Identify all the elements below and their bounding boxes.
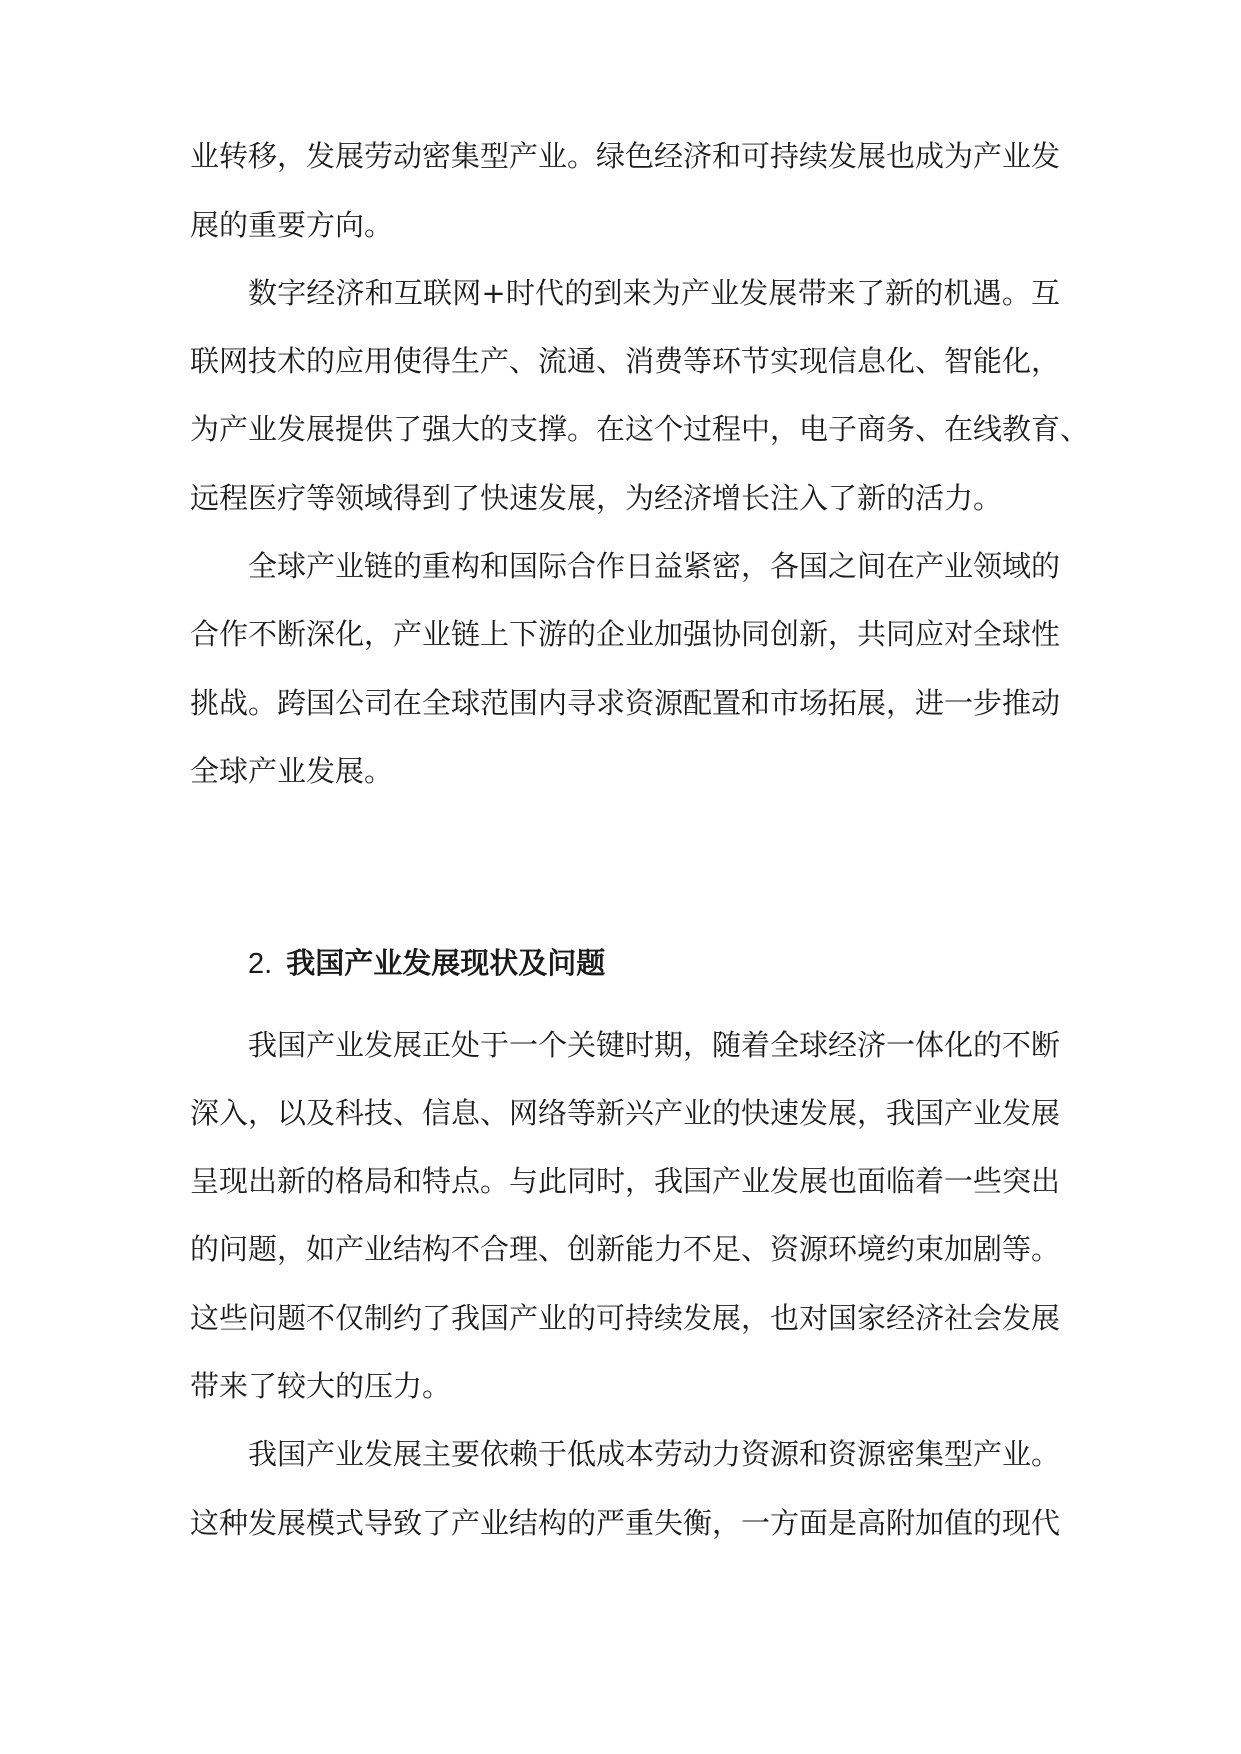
text-line: 为产业发展提供了强大的支撑。在这个过程中，电子商务、在线教育、 [190, 412, 1090, 446]
text-line: 呈现出新的格局和特点。与此同时，我国产业发展也面临着一些突出 [190, 1164, 1061, 1198]
text-line: 挑战。跨国公司在全球范围内寻求资源配置和市场拓展，进一步推动 [190, 686, 1061, 720]
text-line: 业转移，发展劳动密集型产业。绿色经济和可持续发展也成为产业发 [190, 139, 1061, 173]
text-line: 全球产业发展。 [190, 754, 394, 788]
section-title: 我国产业发展现状及问题 [286, 946, 606, 980]
text-line: 全球产业链的重构和国际合作日益紧密，各国之间在产业领域的 [248, 549, 1061, 583]
text-line: 这些问题不仅制约了我国产业的可持续发展，也对国家经济社会发展 [190, 1301, 1061, 1335]
section-number: 2. [248, 948, 273, 980]
text-line: 我国产业发展主要依赖于低成本劳动力资源和资源密集型产业。 [248, 1437, 1061, 1471]
text-line: 数字经济和互联网+时代的到来为产业发展带来了新的机遇。互 [248, 276, 1060, 310]
text-line: 的问题，如产业结构不合理、创新能力不足、资源环境约束加剧等。 [190, 1232, 1061, 1266]
text-line: 带来了较大的压力。 [190, 1369, 452, 1403]
section-heading [248, 943, 605, 983]
text-line: 展的重要方向。 [190, 208, 394, 242]
text-line: 深入，以及科技、信息、网络等新兴产业的快速发展，我国产业发展 [190, 1096, 1061, 1130]
text-line: 联网技术的应用使得生产、流通、消费等环节实现信息化、智能化， [190, 344, 1061, 378]
text-line: 合作不断深化，产业链上下游的企业加强协同创新，共同应对全球性 [190, 617, 1061, 651]
text-line: 我国产业发展正处于一个关键时期，随着全球经济一体化的不断 [248, 1028, 1061, 1062]
text-line: 这种发展模式导致了产业结构的严重失衡，一方面是高附加值的现代 [190, 1506, 1061, 1540]
text-line: 远程医疗等领域得到了快速发展，为经济增长注入了新的活力。 [190, 481, 1003, 515]
